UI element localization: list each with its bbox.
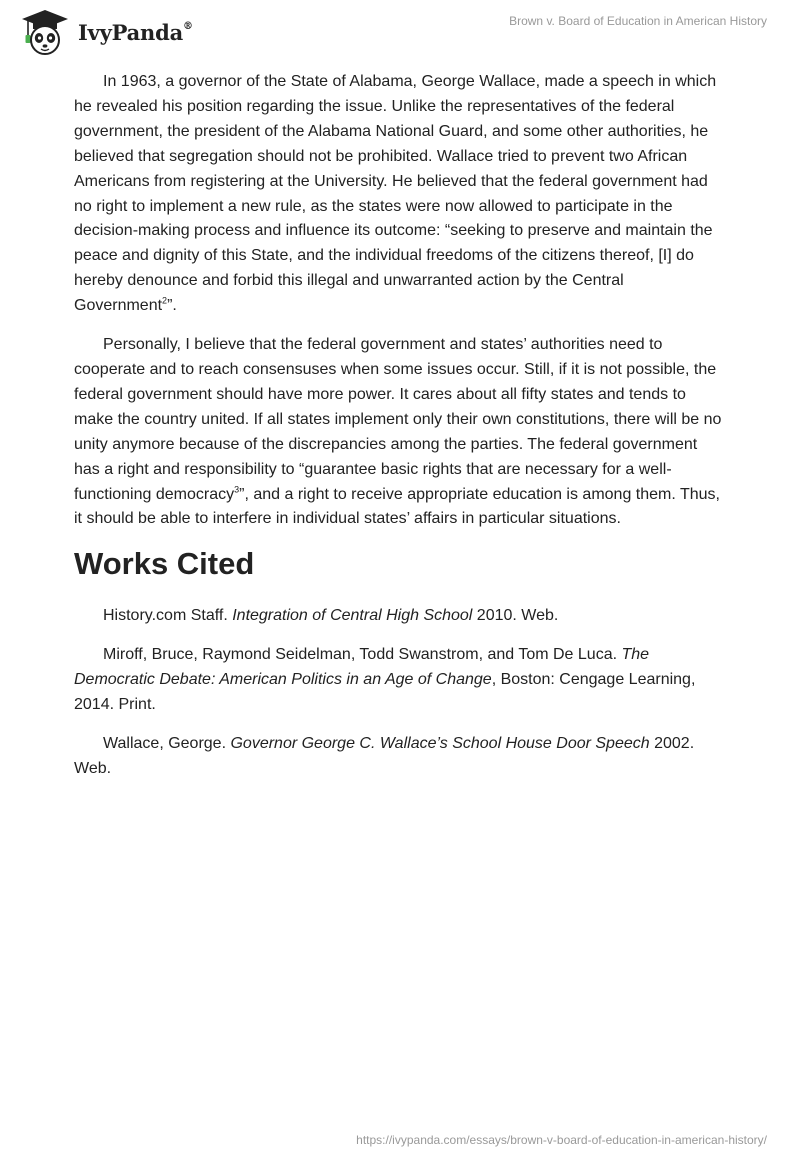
works-cited-heading: Works Cited: [74, 546, 255, 582]
document-title: Brown v. Board of Education in American History: [509, 14, 767, 28]
ivypanda-logo[interactable]: [14, 8, 193, 56]
panda-graduate-logo-icon: [14, 8, 76, 56]
paragraph: Personally, I believe that the federal government and states’ authorities need to cooperate and to reach consensuses when some issues occur. Still, if it is not possible, the federal government should have more power. It cares about all fifty states and tends to make the country united. If all states implement only their own constitutions, there will be no unity anymore because of the discrepancies among the parties. The federal government has a right and responsibility to “guarantee basic rights that are necessary for a well-functioning democracy$^3$”, and a right to receive appropriate education is among them. Thus, it should be able to interfere in individual states’ affairs in particular situations.: [74, 336, 722, 528]
citation-entry: History.com Staff. Integration of Central High School 2010. Web.: [103, 607, 559, 625]
essay-body: [74, 70, 726, 796]
page-header: [0, 0, 800, 60]
footer-url-link[interactable]: https://ivypanda.com/essays/brown-v-board-of-education-in-american-history/: [356, 1133, 767, 1147]
footnote-ref[interactable]: 3: [234, 484, 240, 495]
logo-text: IvyPanda®: [78, 19, 193, 45]
citation-entry: Miroff, Bruce, Raymond Seidelman, Todd Swanstrom, and Tom De Luca. The Democratic Debate: American Politics in an Age of Change, Boston: Cengage Learning, 2014. Print.: [74, 646, 696, 714]
paragraph: In 1963, a governor of the State of Alabama, George Wallace, made a speech in which he revealed his position regarding the issue. Unlike the representatives of the federal government, the president of the Alabama National Guard, and some other authorities, he believed that segregation should not be prohibited. Wallace tried to prevent two African Americans from registering at the University. He believed that the federal government had no right to implement a new rule, as the states were now allowed to participate in the decision-making process and influence its outcome: “seeking to preserve and maintain the peace and dignity of this State, and the individual freedoms of the citizens thereof, [I] do hereby denounce and forbid this illegal and unwarranted action by the Central Government$^2$”.: [74, 73, 717, 315]
citation-entry: Wallace, George. Governor George C. Wallace’s School House Door Speech 2002. Web.: [74, 734, 695, 777]
footnote-ref[interactable]: 2: [162, 295, 168, 306]
